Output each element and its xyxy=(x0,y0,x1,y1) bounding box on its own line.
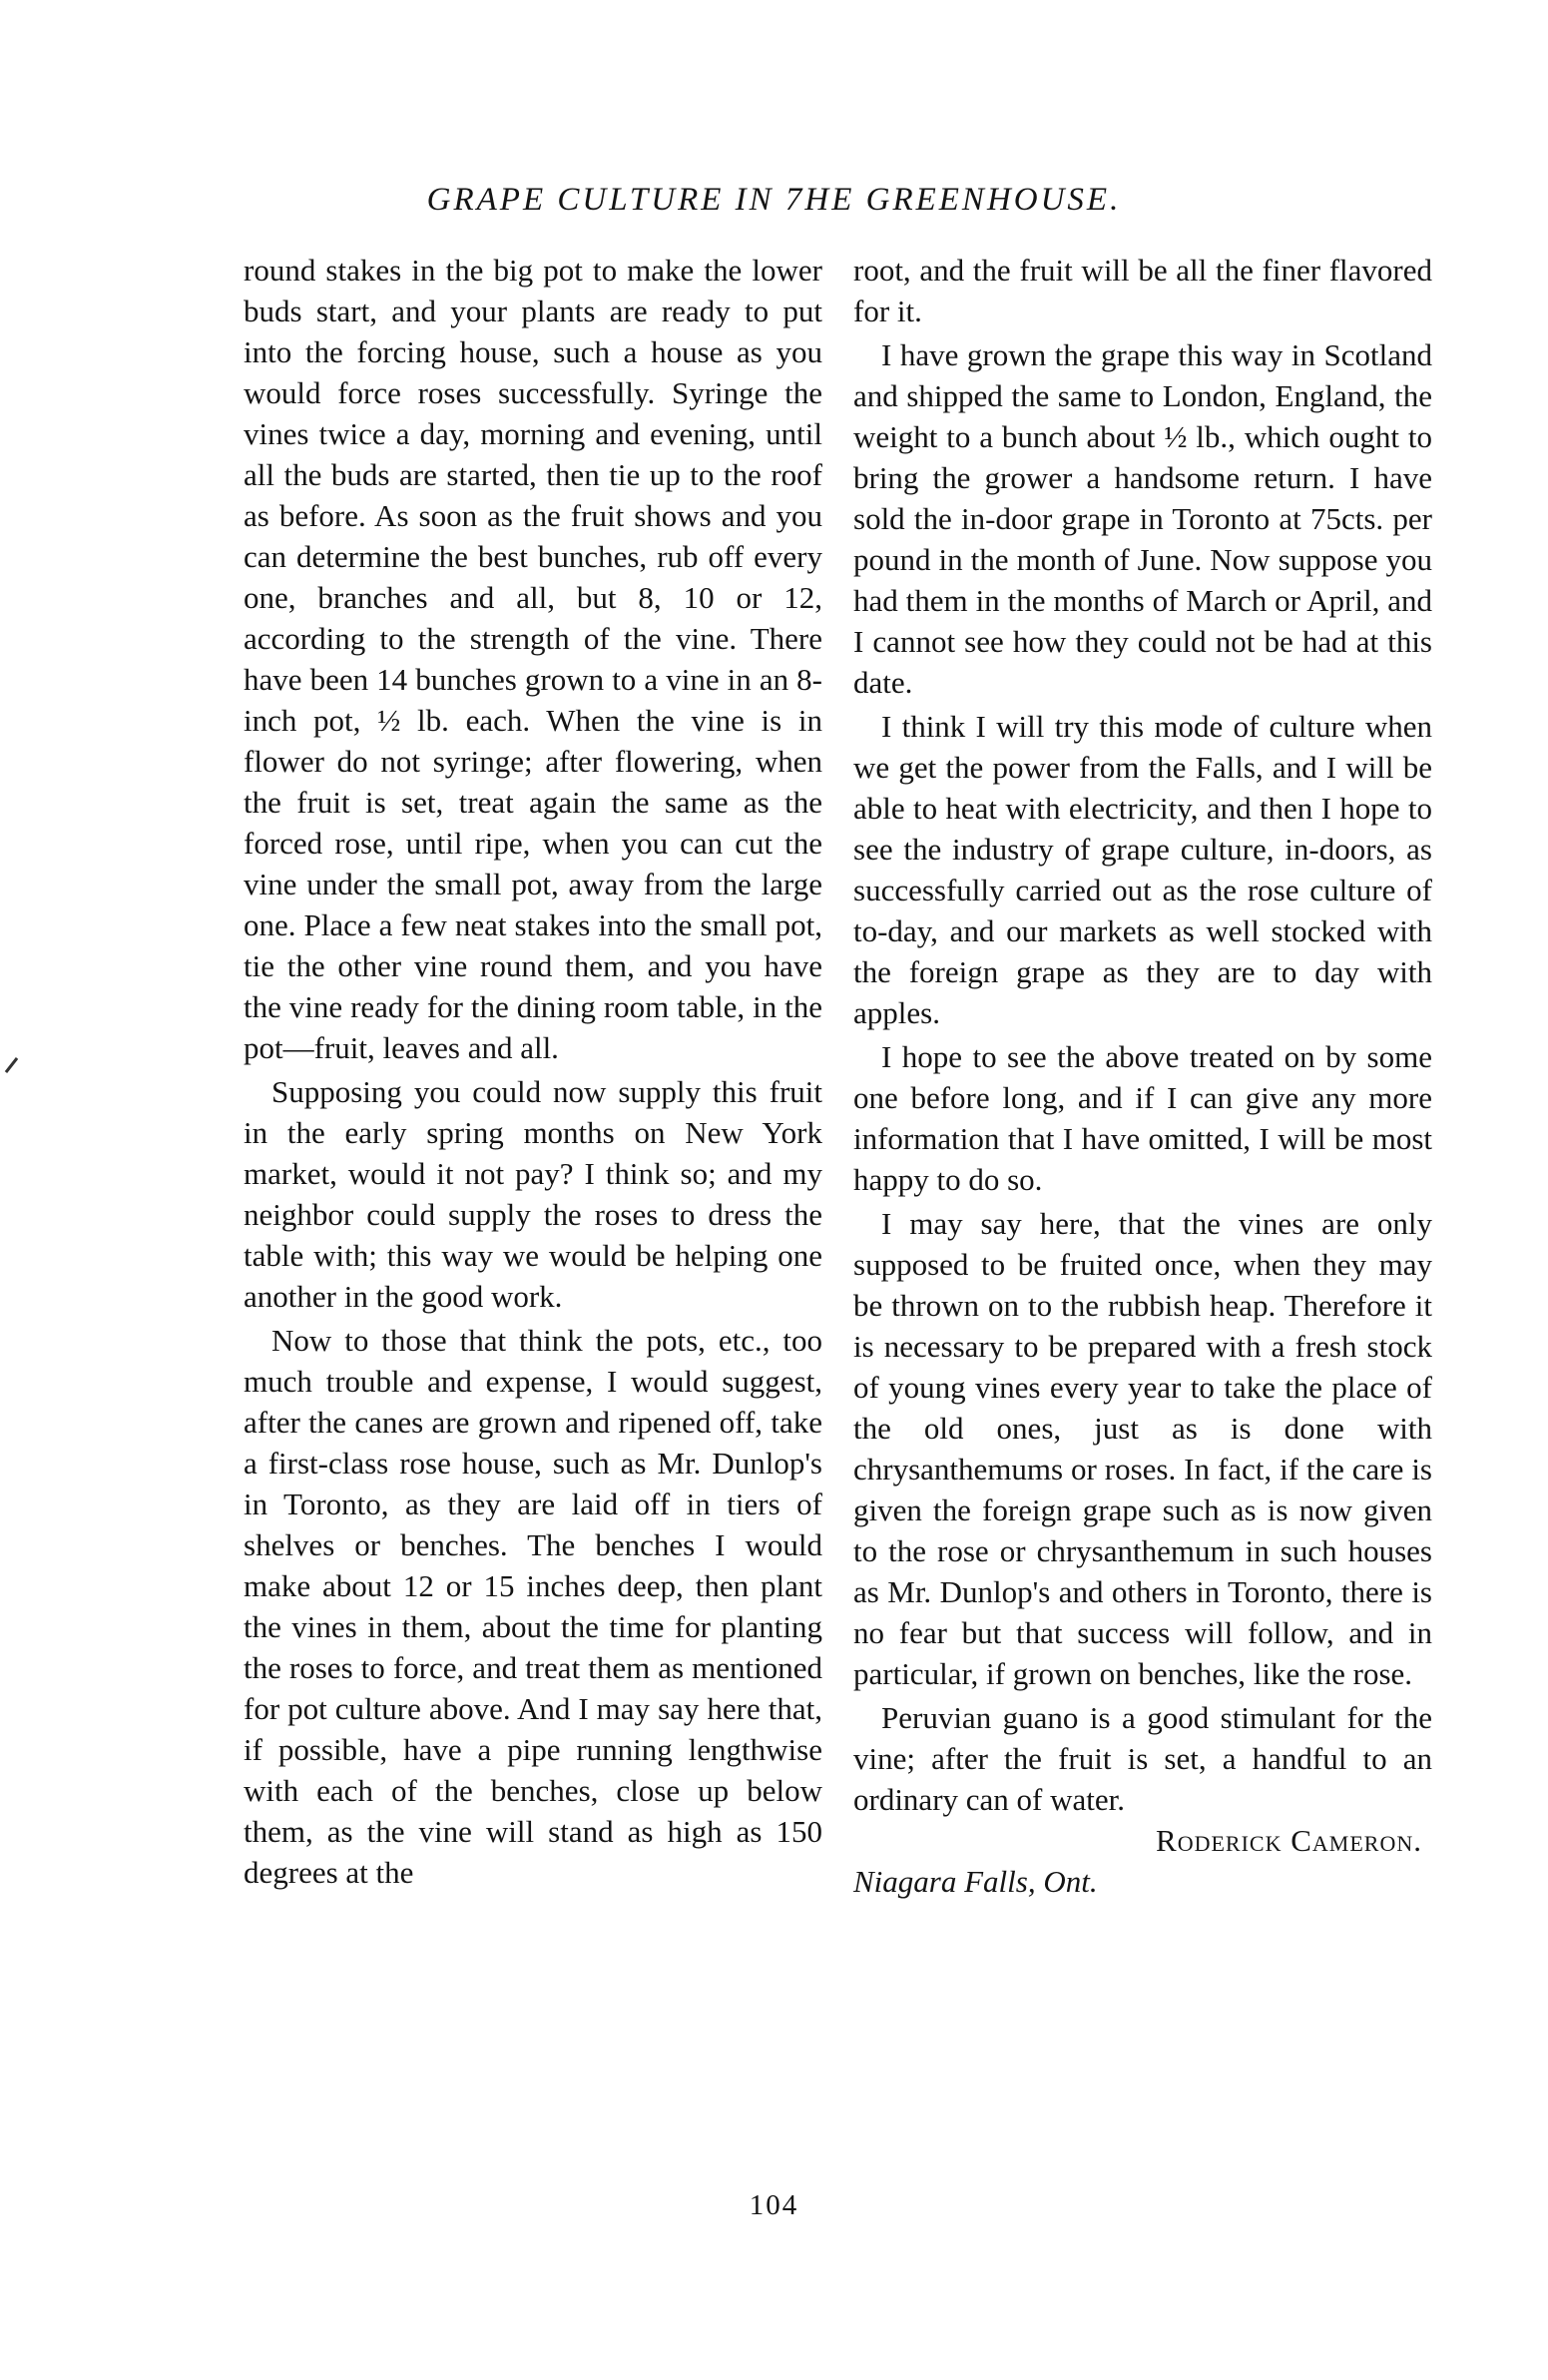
paragraph: I think I will try this mode of culture when we get the power from the Falls, and I will be able to heat with electricity, and then I hope to see the industry of grape culture, in-doors, as successfully carried out as the rose culture of to-day, and our markets as well stocked with the foreign grape as they are to day with apples. xyxy=(853,709,1432,1030)
paragraph: I have grown the grape this way in Scotland and shipped the same to London, England, the weight to a bunch about ½ lb., which ought to bring the grower a handsome return. I have sold the in-door grape in Toronto at 75cts. per pound in the month of June. Now suppose you had them in the months of March or April, and I cannot see how they could not be had at this date. xyxy=(853,337,1432,700)
paragraph: I hope to see the above treated on by some one before long, and if I can give any more information that I have omitted, I will be most happy to do so. xyxy=(853,1039,1432,1197)
paragraph: round stakes in the big pot to make the lower buds start, and your plants are ready to put into the forcing house, such a house as you would force roses successfully. Syringe the vines twice a day, morning and evening, until all the buds are started, then tie up to the roof as before. As soon as the fruit shows and you can determine the best bunches, rub off every one, branches and all, but 8, 10 or 12, according to the strength of the vine. There have been 14 bunches grown to a vine in an 8-inch pot, ½ lb. each. When the vine is in flower do not syringe; after flowering, when the fruit is set, treat again the same as the forced rose, until ripe, when you can cut the vine under the small pot, away from the large one. Place a few neat stakes into the small pot, tie the other vine round them, and you have the vine ready for the dining room table, in the pot—fruit, leaves and all. xyxy=(244,253,822,1065)
paragraph: Peruvian guano is a good stimulant for the vine; after the fruit is set, a handful to an ordinary can of water. xyxy=(853,1700,1432,1817)
paragraph: root, and the fruit will be all the finer flavored for it. xyxy=(853,253,1432,328)
right-column xyxy=(853,250,1432,1902)
left-column xyxy=(244,250,822,1893)
author-signature: Roderick Cameron. xyxy=(1156,1823,1422,1858)
paragraph: Supposing you could now supply this fruit in the early spring months on New York market, would it not pay? I think so; and my neighbor could supply the roses to dress the table with; this way we would be helping one another in the good work. xyxy=(244,1074,822,1314)
author-place: Niagara Falls, Ont. xyxy=(853,1864,1098,1899)
running-title: GRAPE CULTURE IN 7HE GREENHOUSE. xyxy=(426,182,1122,218)
page-number: 104 xyxy=(749,2189,799,2221)
paragraph: Now to those that think the pots, etc., too much trouble and expense, I would suggest, after the canes are grown and ripened off, take a first-class rose house, such as Mr. Dunlop's in Toronto, as they are laid off in tiers of shelves or benches. The benches I would make about 12 or 15 inches deep, then plant the vines in them, about the time for planting the roses to force, and treat them as mentioned for pot culture above. And I may say here that, if possible, have a pipe running lengthwise with each of the benches, close up below them, as the vine will stand as high as 150 degrees at the xyxy=(244,1323,822,1890)
margin-mark xyxy=(5,1057,18,1073)
paragraph: I may say here, that the vines are only supposed to be fruited once, when they may be thrown on to the rubbish heap. Therefore it is necessary to be prepared with a fresh stock of young vines every year to take the place of the old ones, just as is done with chrysanthemums or roses. In fact, if the care is given the foreign grape such as is now given to the rose or chrysanthemum in such houses as Mr. Dunlop's and others in Toronto, there is no fear but that success will follow, and in particular, if grown on benches, like the rose. xyxy=(853,1206,1432,1691)
